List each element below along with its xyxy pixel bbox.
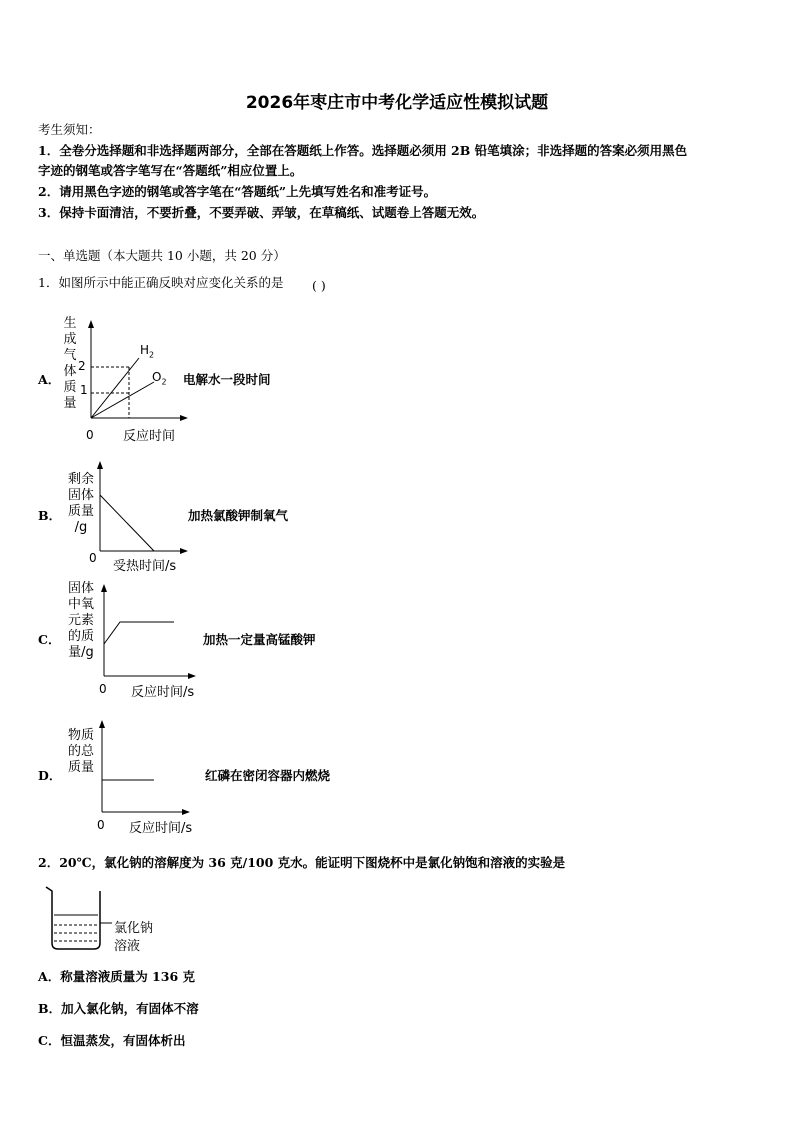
- notice-item-1: 1．全卷分选择题和非选择题两部分，全部在答题纸上作答。选择题必须用 2B 铅笔填涂；非选择题的答案必须用黑色: [38, 143, 688, 158]
- q1-d-caption: 红磷在密闭容器内燃烧: [205, 768, 331, 783]
- q1-stem: 1．如图所示中能正确反映对应变化关系的是: [38, 275, 284, 290]
- q1-b-caption: 加热氯酸钾制氧气: [188, 508, 289, 523]
- oxygen-element-line: [104, 622, 174, 644]
- q1-a-tick-2: 2: [78, 359, 86, 373]
- residue-line: [100, 495, 154, 551]
- page-title: 2026年枣庄市中考化学适应性模拟试题: [245, 93, 549, 113]
- notice-item-3: 3．保持卡面清洁，不要折叠，不要弄破、弄皱，在草稿纸、试题卷上答题无效。: [38, 205, 485, 220]
- q1-b-origin: 0: [89, 551, 97, 565]
- q1-a-ylabel: 生 成 气 体 质 量: [63, 316, 77, 411]
- q1-option-c-letter: C．: [38, 632, 61, 647]
- q1-d-xlabel: 反应时间/s: [129, 821, 193, 836]
- q1-a-xlabel: 反应时间: [123, 429, 176, 444]
- beaker-diagram: [44, 885, 114, 955]
- q1-d-ylabel: 物质 的总 质量: [67, 728, 94, 775]
- q1-b-xlabel: 受热时间/s: [113, 559, 177, 574]
- q1-c-graph: [100, 580, 200, 680]
- q2-option-b: B．加入氯化钠，有固体不溶: [38, 1001, 199, 1016]
- q1-d-graph: [98, 716, 198, 816]
- notice-heading: 考生须知：: [38, 122, 101, 137]
- q1-b-ylabel: 剩余 固体 质量 /g: [67, 472, 94, 535]
- q2-option-c: C．恒温蒸发，有固体析出: [38, 1033, 186, 1048]
- q1-answer-paren: ( ): [312, 278, 326, 293]
- q1-c-ylabel: 固体 中氧 元素 的质 量/g: [67, 581, 94, 660]
- beaker-label-1: 氯化钠: [114, 921, 154, 936]
- q1-b-graph: [96, 455, 196, 555]
- q2-option-a: A．称量溶液质量为 136 克: [38, 969, 195, 984]
- q1-a-caption: 电解水一段时间: [183, 372, 271, 387]
- q1-a-graph: [84, 318, 194, 428]
- notice-item-2: 2．请用黑色字迹的钢笔或答字笔在“答题纸”上先填写姓名和准考证号。: [38, 184, 437, 199]
- q1-a-h2-label: $H_2$: [140, 343, 155, 360]
- section-heading: 一、单选题（本大题共 10 小题，共 20 分）: [38, 248, 286, 263]
- q2-stem: 2．20℃，氯化钠的溶解度为 36 克/100 克水。能证明下图烧杯中是氯化钠饱和溶液的实验是: [38, 855, 566, 870]
- q1-a-tick-1: 1: [80, 383, 88, 397]
- q1-d-origin: 0: [97, 818, 105, 832]
- q1-option-d-letter: D．: [38, 768, 62, 783]
- o2-line: [91, 382, 154, 418]
- q1-option-a-letter: A．: [38, 372, 61, 387]
- q1-c-caption: 加热一定量高锰酸钾: [203, 632, 316, 647]
- q1-option-b-letter: B．: [38, 508, 62, 523]
- q1-a-origin: 0: [86, 428, 94, 442]
- notice-item-1-cont: 字迹的钢笔或答字笔写在“答题纸”相应位置上。: [38, 163, 303, 178]
- q1-a-o2-label: $O_2$: [152, 370, 167, 387]
- q1-c-xlabel: 反应时间/s: [131, 685, 195, 700]
- q1-c-origin: 0: [99, 682, 107, 696]
- beaker-label-2: 溶液: [114, 939, 141, 954]
